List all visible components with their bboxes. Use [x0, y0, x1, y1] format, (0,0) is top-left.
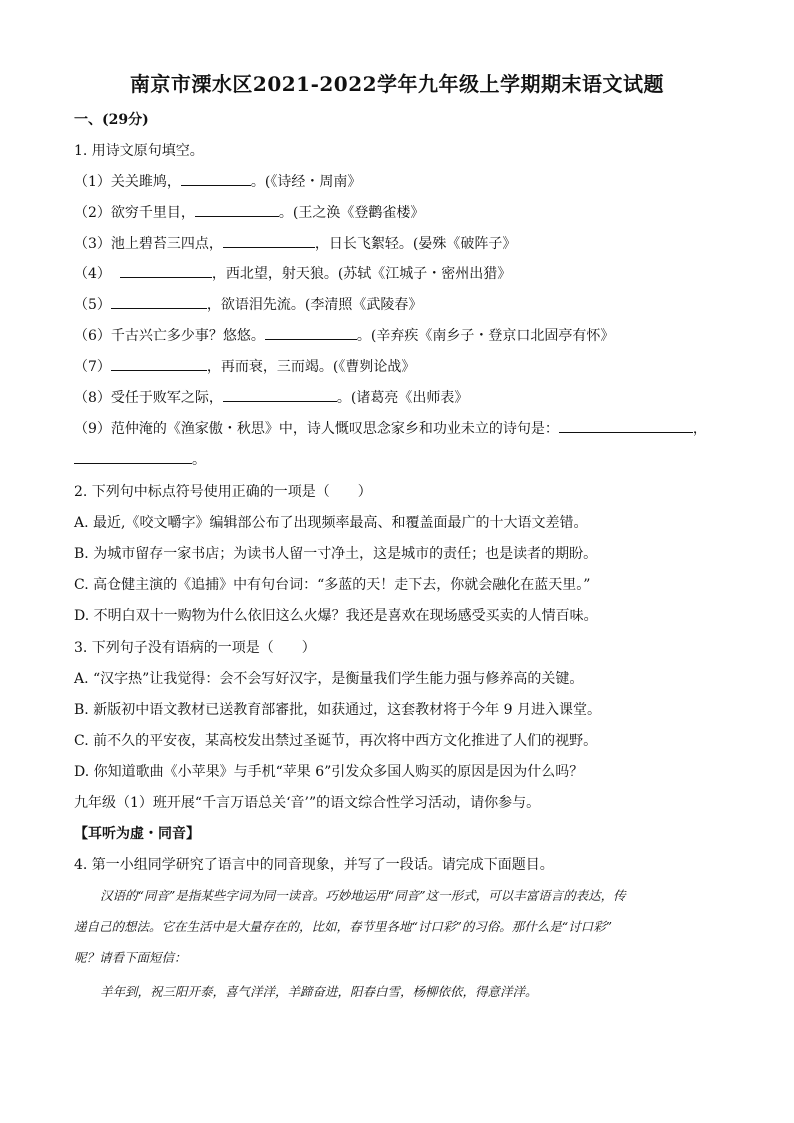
- q1-item-1-post: 。(《诗经・周南》: [250, 174, 362, 190]
- q3-stem: 3. 下列句子没有语病的一项是（ ）: [74, 640, 316, 656]
- q1-item-2: [74, 202, 424, 223]
- q3-option-c[interactable]: C. 前不久的平安夜，某高校发出禁过圣诞节，再次将中西方文化推进了人们的视野。: [74, 733, 598, 749]
- answer-blank[interactable]: [111, 294, 207, 309]
- q1-item-6-pre: （6）千古兴亡多少事？悠悠。: [74, 328, 265, 344]
- answer-blank[interactable]: [223, 387, 337, 402]
- q1-item-8-post: 。(诸葛亮《出师表》: [336, 390, 469, 406]
- q1-item-4-post: ，西北望，射天狼。(苏轼《江城子・密州出猎》: [211, 266, 512, 282]
- q1-item-1-pre: （1）关关雎鸠，: [74, 174, 181, 190]
- q3-option-b[interactable]: B. 新版初中语文教材已送教育部審批，如获通过，这套教材将于今年 9 月进入课堂。: [74, 702, 601, 718]
- section-heading: 一、(29分): [74, 112, 149, 128]
- q1-item-3: [74, 233, 516, 254]
- q1-item-4-pre: （4）: [74, 266, 111, 282]
- q1-item-4: [74, 263, 511, 284]
- q1-item-9-cont: [74, 449, 206, 470]
- q4-passage-line-1: 汉语的“同音”是指某些字词为同一读音。巧妙地运用“同音”这一形式，可以丰富语言的表达，传: [100, 888, 626, 903]
- q1-item-5: [74, 294, 422, 315]
- q4-passage-line-2: 递自己的想法。它在生活中是大量存在的，比如，春节里各地“讨口彩”的习俗。那什么是“讨口彩”: [74, 919, 613, 934]
- answer-blank[interactable]: [120, 263, 212, 278]
- answer-blank[interactable]: [223, 233, 315, 248]
- q1-stem: 1. 用诗文原句填空。: [74, 143, 204, 159]
- q2-option-c[interactable]: C. 高仓健主演的《追捕》中有句台词：“多蓝的天！走下去，你就会融化在蓝天里。”: [74, 577, 591, 593]
- answer-blank[interactable]: [74, 449, 192, 464]
- page-title: 南京市溧水区2021-2022学年九年级上学期期末语文试题: [129, 72, 665, 96]
- q2-option-a[interactable]: A. 最近,《咬文嚼字》编辑部公布了出现频率最高、和覆盖面最广的十大语文差错。: [74, 515, 588, 531]
- q2-option-b[interactable]: B. 为城市留存一家书店；为读书人留一寸净土，这是城市的责任；也是读者的期盼。: [74, 546, 598, 562]
- q1-item-5-pre: （5）: [74, 297, 111, 313]
- q1-item-2-pre: （2）欲穷千里目，: [74, 205, 195, 221]
- q1-item-9-post: ，: [692, 421, 707, 437]
- answer-blank[interactable]: [195, 202, 279, 217]
- q2-stem: 2. 下列句中标点符号使用正确的一项是（ ）: [74, 484, 372, 500]
- answer-blank[interactable]: [181, 171, 251, 186]
- q1-item-7-post: ，再而衰，三而竭。(《曹刿论战》: [206, 359, 416, 375]
- q4-sms-text: 羊年到，祝三阳开泰，喜气洋洋，羊蹄奋进，阳春白雪，杨柳依依，得意洋洋。: [100, 984, 538, 999]
- q1-item-3-post: ，日长飞絮轻。(晏殊《破阵子》: [314, 236, 517, 252]
- answer-blank[interactable]: [111, 356, 207, 371]
- q1-item-6-post: 。(辛弃疾《南乡子・登京口北固亭有怀》: [356, 328, 615, 344]
- activity-intro: 九年级（1）班开展“千言万语总关‘音’”的语文综合性学习活动，请你参与。: [74, 795, 541, 811]
- q2-option-d[interactable]: D. 不明白双十一购物为什么依旧这么火爆？我还是喜欢在现场感受买卖的人情百味。: [74, 608, 598, 624]
- q1-item-9-end: 。: [192, 452, 206, 468]
- subsection-heading: 【耳听为虚・同音】: [74, 826, 200, 842]
- q1-item-6: [74, 325, 614, 346]
- q1-item-1: [74, 171, 361, 192]
- q1-item-5-post: ，欲语泪先流。(李清照《武陵春》: [206, 297, 423, 313]
- q3-option-d[interactable]: D. 你知道歌曲《小苹果》与手机“苹果 6”引发众多国人购买的原因是因为什么吗？: [74, 764, 584, 780]
- q1-item-9: [74, 418, 707, 439]
- answer-blank[interactable]: [559, 418, 693, 433]
- q4-stem: 4. 第一小组同学研究了语言中的同音现象，并写了一段话。请完成下面题目。: [74, 857, 554, 873]
- q1-item-7-pre: （7）: [74, 359, 111, 375]
- q1-item-8: [74, 387, 468, 408]
- q1-item-2-post: 。(王之涣《登鹳雀楼》: [278, 205, 425, 221]
- q4-passage-line-3: 呢？请看下面短信：: [74, 950, 187, 965]
- q1-item-3-pre: （3）池上碧苔三四点，: [74, 236, 223, 252]
- q1-item-9-pre: （9）范仲淹的《渔家傲・秋思》中，诗人慨叹思念家乡和功业未立的诗句是：: [74, 421, 559, 437]
- q1-item-7: [74, 356, 415, 377]
- answer-blank[interactable]: [265, 325, 357, 340]
- q1-item-8-pre: （8）受任于败军之际，: [74, 390, 223, 406]
- q3-option-a[interactable]: A. “汉字热”让我觉得：会不会写好汉字，是衡量我们学生能力强与修养高的关键。: [74, 671, 584, 687]
